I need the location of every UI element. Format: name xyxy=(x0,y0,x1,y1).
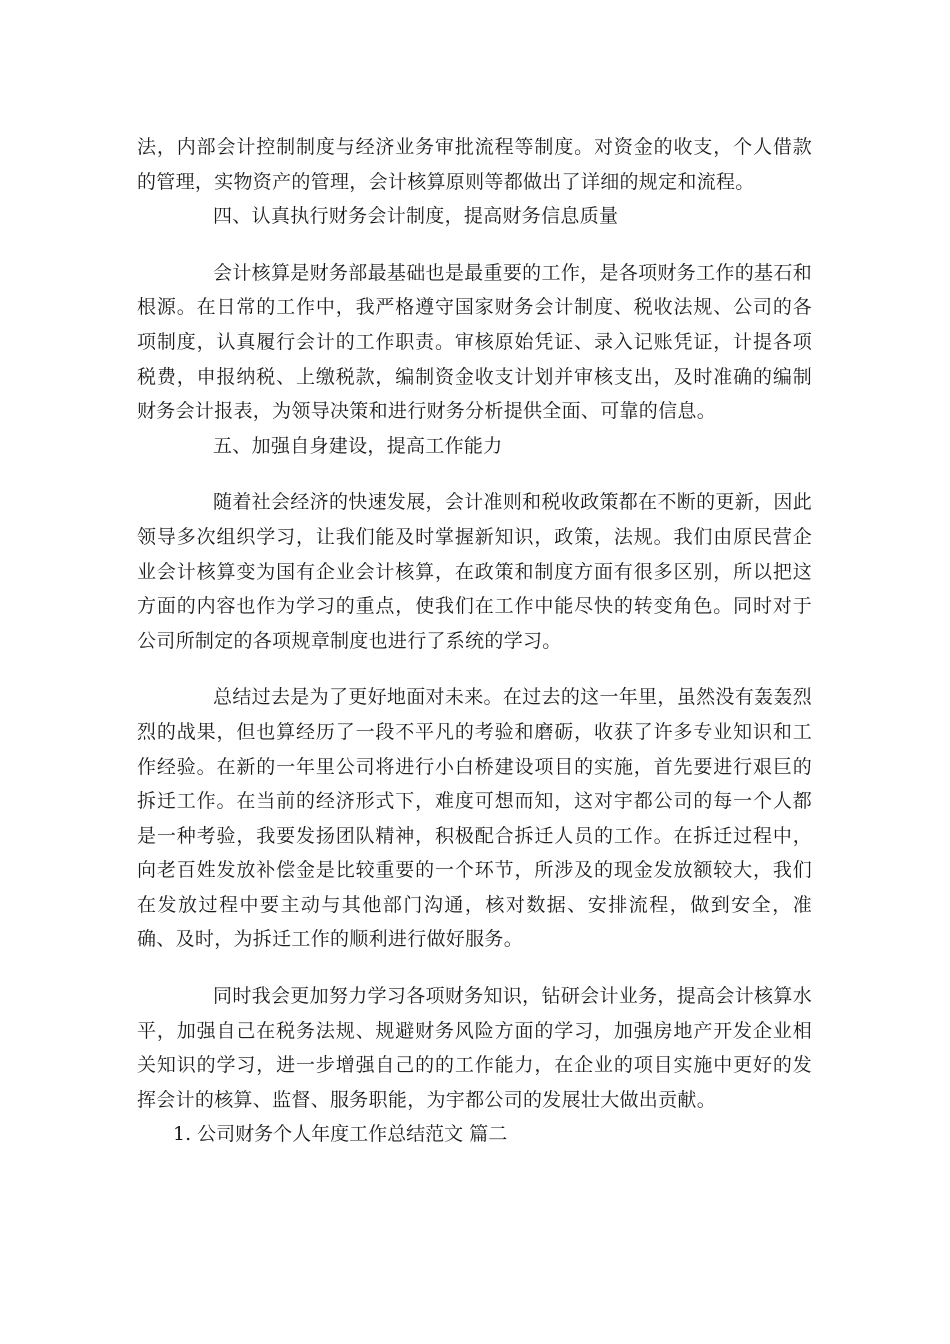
next-article-heading: 1. 公司财务个人年度工作总结范文 篇二 xyxy=(173,1123,508,1146)
section-five-body: 随着社会经济的快速发展，会计准则和税收政策都在不断的更新，因此领导多次组织学习，让我们能及时掌握新知识，政策，法规。我们由原民营企业会计核算变为国有企业会计核算，在政策和制度方面有很多区别，所以把这方面的内容也作为学习的重点，使我们在工作中能尽快的转变角色。同时对于公司所制定的各项规章制度也进行了系统的学习。 xyxy=(137,491,812,652)
document-page xyxy=(137,130,812,1152)
section-five-heading: 五、加强自身建设，提高工作能力 xyxy=(213,434,503,457)
section-four-body: 会计核算是财务部最基础也是最重要的工作，是各项财务工作的基石和根源。在日常的工作中，我严格遵守国家财务会计制度、税收法规、公司的各项制度，认真履行会计的工作职责。审核原始凭证、录入记账凭证，计提各项税费，申报纳税、上缴税款，编制资金收支计划并审核支出，及时准确的编制财务会计报表，为领导决策和进行财务分析提供全面、可靠的信息。 xyxy=(137,261,812,423)
closing-paragraph: 同时我会更加努力学习各项财务知识，钻研会计业务，提高会计核算水平，加强自己在税务法规、规避财务风险方面的学习，加强房地产开发企业相关知识的学习，进一步增强自己的的工作能力，在企业的项目实施中更好的发挥会计的核算、监督、服务职能，为宇都公司的发展壮大做出贡献。 xyxy=(137,985,812,1111)
summary-paragraph: 总结过去是为了更好地面对未来。在过去的这一年里，虽然没有轰轰烈烈的战果，但也算经历了一段不平凡的考验和磨砺，收获了许多专业知识和工作经验。在新的一年里公司将进行小白桥建设项目的实施，首先要进行艰巨的拆迁工作。在当前的经济形式下，难度可想而知，这对宇都公司的每一个人都是一种考验，我要发扬团队精神，积极配合拆迁人员的工作。在拆迁过程中，向老百姓发放补偿金是比较重要的一个环节，所涉及的现金发放额较大，我们在发放过程中要主动与其他部门沟通，核对数据、安排流程，做到安全，准确、及时，为拆迁工作的顺利进行做好服务。 xyxy=(137,686,812,951)
continued-paragraph: 法，内部会计控制制度与经济业务审批流程等制度。对资金的收支，个人借款的管理，实物资产的管理，会计核算原则等都做出了详细的规定和流程。 xyxy=(137,136,812,193)
section-four-heading: 四、认真执行财务会计制度，提高财务信息质量 xyxy=(213,205,619,228)
